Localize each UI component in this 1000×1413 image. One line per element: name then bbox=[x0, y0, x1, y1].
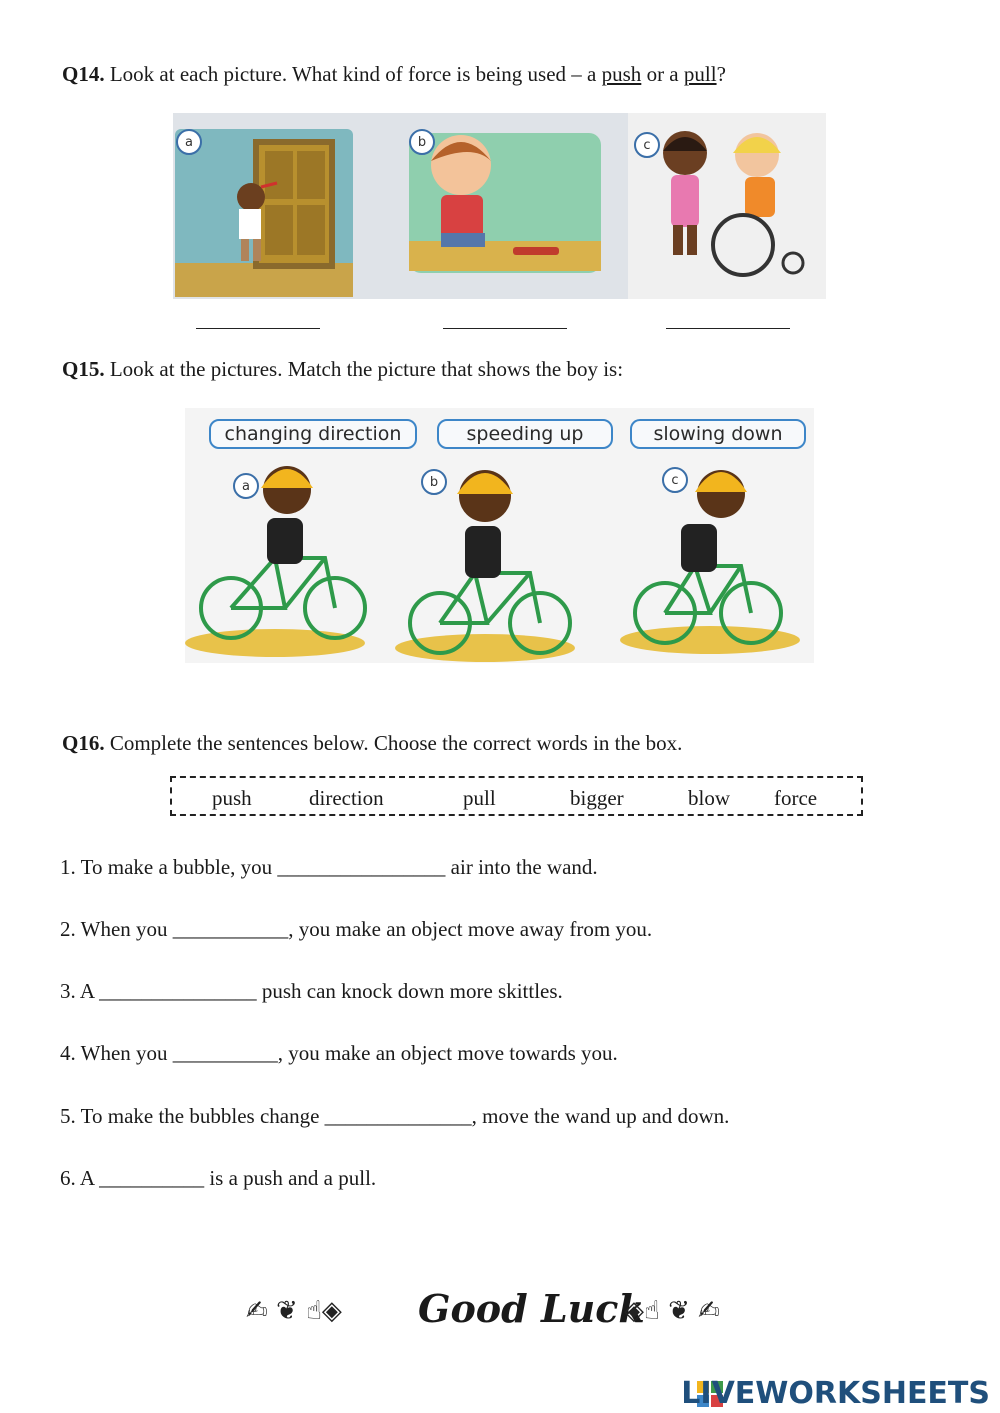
q14-answer-blank-c[interactable] bbox=[666, 328, 790, 329]
word-blow[interactable]: blow bbox=[688, 786, 730, 810]
q14-prompt: Q14. Look at each picture. What kind of force is being used – a push or a pull? bbox=[62, 62, 726, 86]
q14-answer-blank-a[interactable] bbox=[196, 328, 320, 329]
word-push[interactable]: push bbox=[212, 786, 252, 810]
good-luck-text: Good Luck bbox=[418, 1286, 645, 1331]
sentence-1[interactable]: 1. To make a bubble, you ________________ air into the wand. bbox=[60, 855, 598, 879]
liveworksheets-brand[interactable]: LIVEWORKSHEETS bbox=[681, 1376, 990, 1411]
word-bank bbox=[170, 776, 863, 816]
q14-label-c: c bbox=[634, 132, 660, 158]
pull-word: pull bbox=[683, 62, 717, 86]
q15-label-c: c bbox=[662, 467, 688, 493]
q15-number: Q15. bbox=[62, 357, 105, 381]
sentence-5[interactable]: 5. To make the bubbles change ______________, move the wand up and down. bbox=[60, 1104, 730, 1128]
sentence-4[interactable]: 4. When you __________, you make an object move towards you. bbox=[60, 1041, 618, 1065]
word-force[interactable]: force bbox=[774, 786, 818, 810]
q16-prompt: Q16. Complete the sentences below. Choose the correct words in the box. bbox=[62, 731, 683, 755]
right-ornament: ◈☝ ❦ ✍ bbox=[624, 1296, 720, 1326]
sentence-3[interactable]: 3. A _______________ push can knock down more skittles. bbox=[60, 979, 563, 1003]
q15-prompt: Q15. Look at the pictures. Match the picture that shows the boy is: bbox=[62, 357, 624, 381]
left-ornament: ✍ ❦ ☝◈ bbox=[246, 1296, 342, 1326]
q16-number: Q16. bbox=[62, 731, 105, 755]
option-changing-direction[interactable]: changing direction bbox=[209, 419, 417, 449]
q14-answer-blank-b[interactable] bbox=[443, 328, 567, 329]
sentence-2[interactable]: 2. When you ___________, you make an object move away from you. bbox=[60, 917, 653, 941]
sentence-6[interactable]: 6. A __________ is a push and a pull. bbox=[60, 1166, 377, 1190]
option-speeding-up[interactable]: speeding up bbox=[437, 419, 613, 449]
word-bigger[interactable]: bigger bbox=[570, 786, 624, 810]
q15-label-b: b bbox=[421, 469, 447, 495]
word-pull[interactable]: pull bbox=[463, 786, 496, 810]
word-direction[interactable]: direction bbox=[309, 786, 384, 810]
q14-label-a: a bbox=[176, 129, 202, 155]
q14-number: Q14. bbox=[62, 62, 105, 86]
push-word: push bbox=[601, 62, 642, 86]
q14-label-b: b bbox=[409, 129, 435, 155]
q14-picture-strip bbox=[173, 113, 826, 299]
option-slowing-down[interactable]: slowing down bbox=[630, 419, 806, 449]
q15-label-a: a bbox=[233, 473, 259, 499]
q14-illustration bbox=[173, 113, 826, 299]
